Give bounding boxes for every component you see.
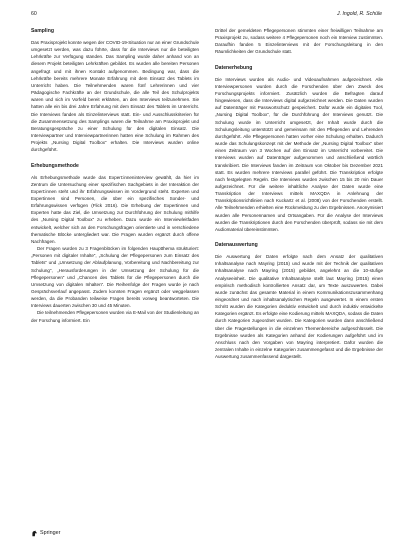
springer-horse-icon: [31, 530, 38, 537]
page-header: [31, 9, 382, 19]
section-heading-datenauswertung: Datenauswertung: [215, 242, 258, 249]
section-heading-datenerhebung: Datenerhebung: [215, 64, 253, 71]
section-heading-sampling: Sampling: [31, 28, 54, 34]
left-column: [31, 27, 199, 324]
paragraph: Drittel der gemeldeten Pflegepersonen stimmten einer freiwilligen Teilnahme am Praxisprojekt zu, sodass weitere 4 Pflegepersonen noch ein Interview zustimmten. Daraufhin fanden 5 Einzelinterviews mit der Forschungsleitung in den Räumlichkeiten der Grundschule statt.: [215, 28, 383, 55]
right-column: [215, 27, 383, 360]
paragraph: Der Fragen wurden zu 3 Fragenblöcken im folgenden Hauptthema strukturiert: „Personen mit digitaler Inhalte“, „Schulung der Pflegepersonen zum Einsatz des Tablets“ und „Umsetzung der Ablaufplanung, Vorbereitung und Nachbereitung zur Schulung“, „Herausforderungen in der Umsetzung der Schulung für die Pflegepersonen“ und „Chancen des Tablets für die Pflegepersonen durch die Umsetzung von digitalen Inhalten“. Die Reihenfolge der Fragen wurde je nach Gesprächsverlauf angepasst. Zudem konnten Fragen ergänzt oder weggelassen werden, da die Probanden teilweise Fragen bereits vorweg beantworteten. Die Interviews dauerten zwischen 30 und 45 Minuten.: [31, 246, 199, 309]
section-heading-erhebungsmethode: Erhebungsmethode: [31, 162, 79, 169]
publisher-name: Springer: [40, 530, 61, 536]
running-title: J. Ingold, R. Schüle: [337, 11, 382, 17]
page-number: 60: [31, 11, 37, 17]
paragraph: Als Erhebungsmethode wurde das Expert:inneninterview gewählt, da hier im Zentrum die Untersuchung einer spezifischen Sachgebiets in der Interaktion der Expert:innen steht und ihr Erfahrungswissen im Vordergrund steht. Experten und Expertinnen sind Personen, die über ein spezifisches Sonder- und Erfahrungswissen verfügen (Flick 2016). Die Erhebung der Expertinnen und Experten hatte das Ziel, die Umsetzung zur Durchführung der Schulung mithilfe des „Nursing Digital Toolbox“ zu erheben. Dazu wurde ein Interviewleitfaden entwickelt, welcher sich an den Forschungsfragen orientierte und in verschiedene thematische Blöcke untergliedert war. Die Fragen wurden ergänzt durch offene Nachfragen.: [31, 174, 199, 244]
paragraph: Das Praxisprojekt konnte wegen der COVID-19-Situation nur an einer Grundschule umgesetzt werden, was dazu führte, dass für die Interviews nur die beteiligten Lehrkräfte zur Verfügung standen. Das Sampling wurde daher anhand von an diesem Projekt beteiligten Lehrkräften gebildet. Es wurden alle bereiten Personen angefragt und mit ihnen Kontakt aufgenommen. Bedingung war, dass die Lehrkräfte bereits mehrere Monate Erfahrung mit dem Einsatz des Tablets im Unterricht haben. Die Teilnehmenden waren fünf Lehrerinnen und vier Pädagogische Fachkräfte an der Grundschule, die alle Teil des Schulprojekts waren und sich im Vorfeld bereit erklärten, an den Interviews teilzunehmen. Sie hatten alle ein bis drei Jahre Erfahrung mit dem Einsatz des Tablets im Unterricht. Die Interviews fanden als Einzelinterviews statt. Ein- und Ausschlusskriterien für die Zusammensetzung des Samplings waren die Teilnahme am Praxisprojekt und Beratungsgespräche zu einer Schulung für den digitalen Einsatz. Die Interviewpartner und Interviewpartnerinnen hatten eine Schulung im Rahmen des Projekts „Nursing Digital Toolbox“ erhalten. Die Interviews wurden online durchgeführt.: [31, 40, 199, 153]
paragraph: Die Interviews wurden als Audio- und Videoaufnahmen aufgezeichnet. Alle Interviewpersonen wurden durch die Forschenden über den Zweck des Forschungsprojekts informiert. Zusätzlich wurden die Befragten darauf hingewiesen, dass die Interviews digital aufgezeichnet werden. Die Daten wurden auf Datenträger mit Passwortschutz gespeichert. Dafür wurde ein digitales Tool, „Nursing Digital Toolbox“, für die Durchführung der Interviews genutzt. Die Schulung wurde im Unterricht umgesetzt, der Inhalt wurde durch die Schulungsleitung unterstützt und gemeinsam mit den Pflegenden und Lehrenden durchgeführt. Alle Pflegepersonen hatten vorher eine Schulung erhalten. Dadurch wurde das Schulungskonzept mit der Methode der „Nursing Digital Toolbox“ über einen Zeitraum von 3 Wochen auf den Einsatz im Unterricht vorbereitet. Die Interviews wurden auf Datenträger aufgenommen und anschließend wörtlich transkribiert. Die Interviews fanden im Zeitraum von Oktober bis Dezember 2021 statt. Es wurden mehrere Interviews parallel geführt. Die Transkription erfolgte nach festgelegten Regeln. Die Interviews wurden zwischen 15 bis 20 min Dauer aufgezeichnet. Für die weitere inhaltliche Analyse der Daten wurde eine Transkription der Interviews mittels MAXQDA in Anlehnung der Transkriptionsrichtlinien nach Kuckartz et al. (2008) von der Forschenden erstellt. Alle Teilnehmenden erhielten eine Rückmeldung zu den Ergebnissen. Anonymisiert wurden alle Personennamen und Ortsangaben. Für die Analyse der Interviews wurden die Transkriptionen durch den Forschenden überprüft, sodass sie mit dem Audiomaterial übereinstimmten.: [215, 76, 383, 232]
paragraph: Die teilnehmenden Pflegepersonen wurden via E-Mail von der Studienleitung an der Forschung informiert. Ein: [31, 310, 199, 323]
page-footer: [31, 529, 60, 537]
paragraph: Die Auswertung der Daten erfolgte nach dem Ansatz der qualitativen Inhaltsanalyse nach Mayring (2015) und wurde mit der Technik der qualitativen Inhaltsanalyse nach Mayring (2015) gebildet, angelehnt an die 10-stufige Analyseeinheit. Die qualitative Inhaltsanalyse stellt laut Mayring (2015) einen empirisch methodisch kontrollierten Ansatz dar, um Texte auszuwerten. Dabei wurde zunächst das gesamte Material in einem Kommunikationszusammenhang eingeordnet und nach inhaltsanalytischen Regeln ausgewertet. In einem ersten Schritt wurden die Kategorien deduktiv entwickelt und durch induktiv entwickelte Kategorien ergänzt. Es erfolgte eine Kodierung mittels MAXQDA, sodass die Daten durch Kategorien zugeordnet wurden. Die Kategorien wurden dann anschließend über die Fragestellungen in die einzelnen Themenbereiche aufgeschlüsselt. Die Ergebnisse wurden als Kategorien anhand der Kodierungen aufgeführt und im Anschluss nach den Vorgaben von Mayring interpretiert. Dafür wurden die zentralen Inhalte in einzelne Kategorien zusammengefasst und die Ergebnisse der Auswertung zusammenfassend dargestellt.: [215, 254, 383, 360]
